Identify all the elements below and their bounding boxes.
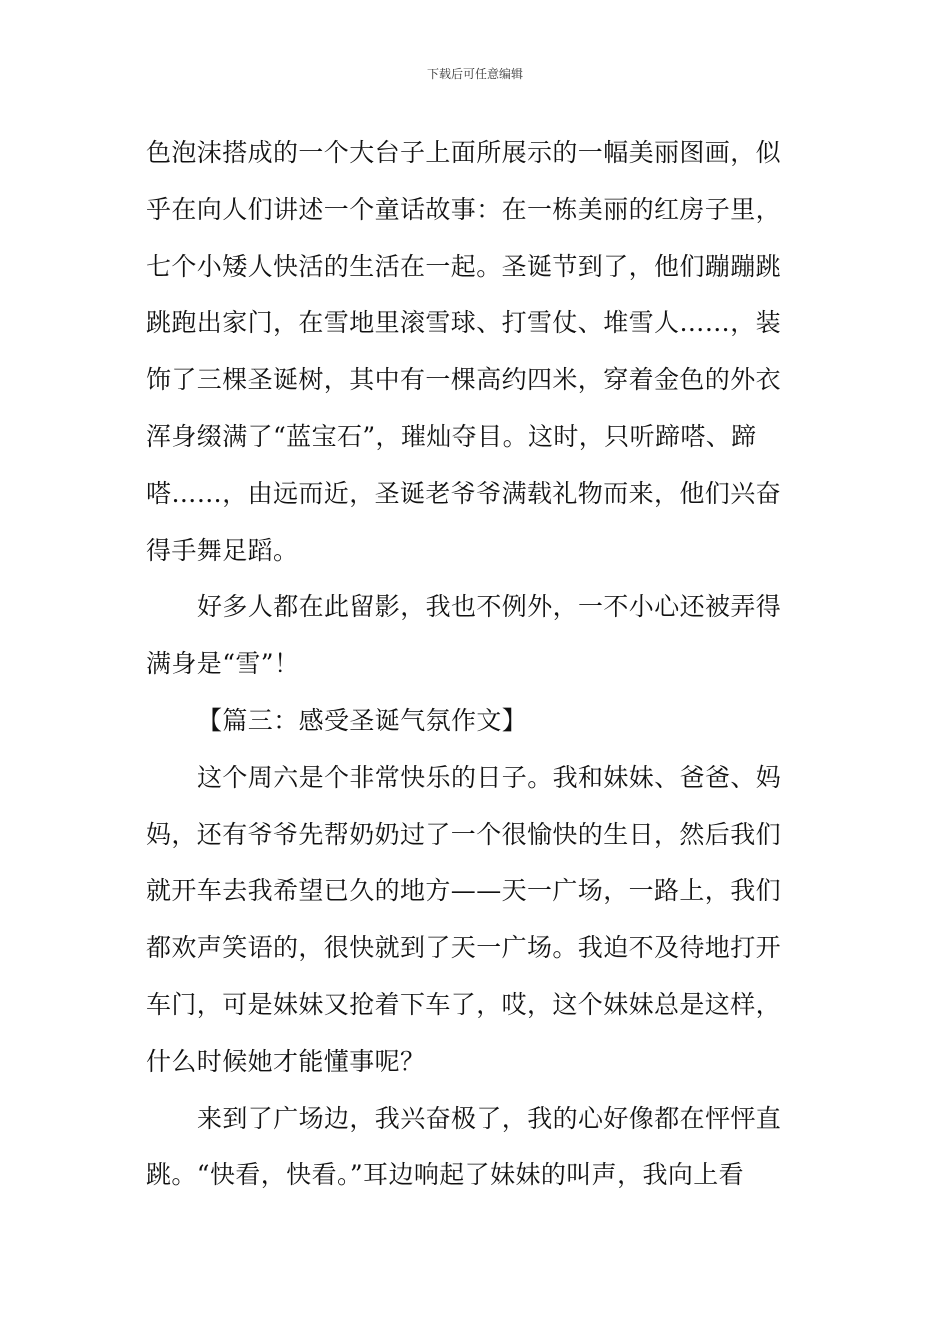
text-line: 跳。“快看，快看。”耳边响起了妹妹的叫声，我向上看 (146, 1160, 745, 1190)
text-line: 什么时候她才能懂事呢？ (146, 1046, 426, 1076)
text-line: 跳跑出家门，在雪地里滚雪球、打雪仗、堆雪人……，装 (146, 308, 782, 338)
text-line: 得手舞足蹈。 (146, 535, 299, 565)
text-line: 这个周六是个非常快乐的日子。我和妹妹、爸爸、妈 (197, 762, 782, 792)
text-line: 好多人都在此留影，我也不例外，一不小心还被弄得 (197, 592, 782, 622)
text-line: 满身是“雪”！ (146, 649, 300, 679)
text-line: 【篇三：感受圣诞气氛作文】 (197, 706, 528, 735)
text-line: 来到了广场边，我兴奋极了，我的心好像都在怦怦直 (197, 1103, 782, 1133)
text-line: 嗒……，由远而近，圣诞老爷爷满载礼物而来，他们兴奋 (146, 478, 782, 508)
text-line: 色泡沫搭成的一个大台子上面所展示的一幅美丽图画，似 (146, 138, 782, 167)
text-line: 浑身缀满了“蓝宝石”，璀灿夺目。这时，只听蹄嗒、蹄 (146, 422, 757, 451)
text-line: 妈，还有爷爷先帮奶奶过了一个很愉快的生日，然后我们 (146, 819, 782, 849)
text-line: 七个小矮人快活的生活在一起。圣诞节到了，他们蹦蹦跳 (146, 251, 782, 281)
text-line: 都欢声笑语的，很快就到了天一广场。我迫不及待地打开 (146, 933, 782, 963)
text-line: 车门，可是妹妹又抢着下车了，哎，这个妹妹总是这样， (146, 990, 782, 1019)
text-line: 乎在向人们讲述一个童话故事：在一栋美丽的红房子里， (146, 194, 782, 224)
text-line: 饰了三棵圣诞树，其中有一棵高约四米，穿着金色的外衣 (146, 365, 782, 395)
text-line: 就开车去我希望已久的地方——天一广场，一路上，我们 (146, 876, 782, 906)
page-header: 下载后可任意编辑 (426, 67, 523, 81)
